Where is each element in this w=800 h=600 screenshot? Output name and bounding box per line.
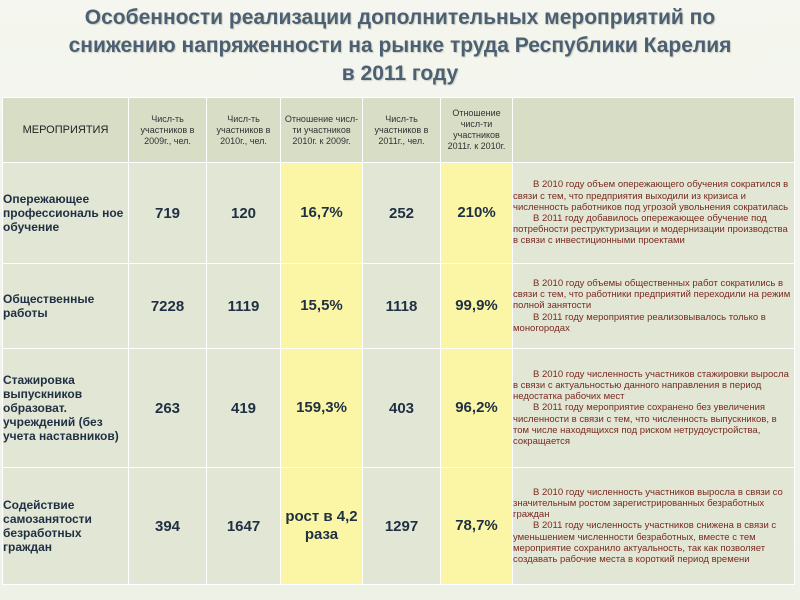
header-row <box>3 98 795 163</box>
count-2010: 419 <box>207 349 281 468</box>
table-row <box>3 264 795 349</box>
title-line-2: снижению напряженности на рынке труда Республики Карелия <box>68 34 732 57</box>
ratio-2011-2010: 99,9% <box>441 264 513 349</box>
measure-name: Содействие самозанятости безработных граждан <box>3 468 129 585</box>
note-2010: В 2010 году объемы общественных работ сократились в связи с тем, что работники предприятий переходили на режим полной занятости <box>513 277 791 312</box>
count-2011: 403 <box>363 349 441 468</box>
ratio-2010-2009: 15,5% <box>281 264 363 349</box>
count-2010: 1647 <box>207 468 281 585</box>
measure-note <box>513 264 795 349</box>
measure-note <box>513 468 795 585</box>
header-notes <box>513 98 795 163</box>
page-title <box>0 4 800 88</box>
ratio-2011-2010: 78,7% <box>441 468 513 585</box>
measure-name: Общественные работы <box>3 264 129 349</box>
measures-table <box>2 97 795 585</box>
header-measures: МЕРОПРИЯТИЯ <box>3 98 129 163</box>
count-2009: 394 <box>129 468 207 585</box>
table-row <box>3 163 795 264</box>
header-count-2009: Числ-ть участников в 2009г., чел. <box>129 98 207 163</box>
note-2010: В 2010 году численность участников выросла в связи со значительным ростом зарегистрированных безработных граждан <box>513 486 783 521</box>
note-2010: В 2010 году численность участников стажировки выросла в связи с актуальностью данного направления в период недостатка рабочих мест <box>513 368 789 403</box>
ratio-2010-2009: рост в 4,2 раза <box>281 468 363 585</box>
count-2009: 719 <box>129 163 207 264</box>
table-row <box>3 349 795 468</box>
ratio-2010-2009: 16,7% <box>281 163 363 264</box>
note-2011: В 2011 году мероприятие сохранено без увеличения численности в связи с тем, что численность выпускников, в том числе находящихся под риском нетрудоустройства, сокращается <box>513 402 777 447</box>
count-2011: 1297 <box>363 468 441 585</box>
count-2009: 263 <box>129 349 207 468</box>
note-2011: В 2011 году мероприятие реализовывалось только в моногородах <box>513 311 766 334</box>
measure-name: Стажировка выпускников образоват. учреждений (без учета наставников) <box>3 349 129 468</box>
count-2011: 252 <box>363 163 441 264</box>
measure-note <box>513 349 795 468</box>
ratio-2010-2009: 159,3% <box>281 349 363 468</box>
measure-name: Опережающее профессиональ ное обучение <box>3 163 129 264</box>
header-count-2010: Числ-ть участников в 2010г., чел. <box>207 98 281 163</box>
note-2011: В 2011 году численность участников снижена в связи с уменьшением численности безработных, вместе с тем мероприятие сохранило актуальность, так как позволяет создавать рабочие места в короткий период времени <box>513 520 777 565</box>
note-2011: В 2011 году добавилось опережающее обучение под потребности реструктуризации и модернизации производства в связи с инвестиционными проектами <box>513 213 788 247</box>
measure-note <box>513 163 795 264</box>
header-ratio-2011-2010: Отношение числ-ти участников 2011г. к 2010г. <box>441 98 513 163</box>
count-2010: 120 <box>207 163 281 264</box>
title-line-1: Особенности реализации дополнительных мероприятий по <box>84 6 716 29</box>
ratio-2011-2010: 210% <box>441 163 513 264</box>
table-row <box>3 468 795 585</box>
ratio-2011-2010: 96,2% <box>441 349 513 468</box>
count-2009: 7228 <box>129 264 207 349</box>
header-ratio-2010-2009: Отношение числ-ти участников 2010г. к 2009г. <box>281 98 363 163</box>
count-2011: 1118 <box>363 264 441 349</box>
count-2010: 1119 <box>207 264 281 349</box>
title-line-3: в 2011 году <box>341 62 459 85</box>
header-count-2011: Числ-ть участников в 2011г., чел. <box>363 98 441 163</box>
note-2010: В 2010 году объем опережающего обучения сократился в связи с тем, что предприятия выходили из кризиса и численность работников под угрозой увольнения сократилась <box>513 179 789 213</box>
